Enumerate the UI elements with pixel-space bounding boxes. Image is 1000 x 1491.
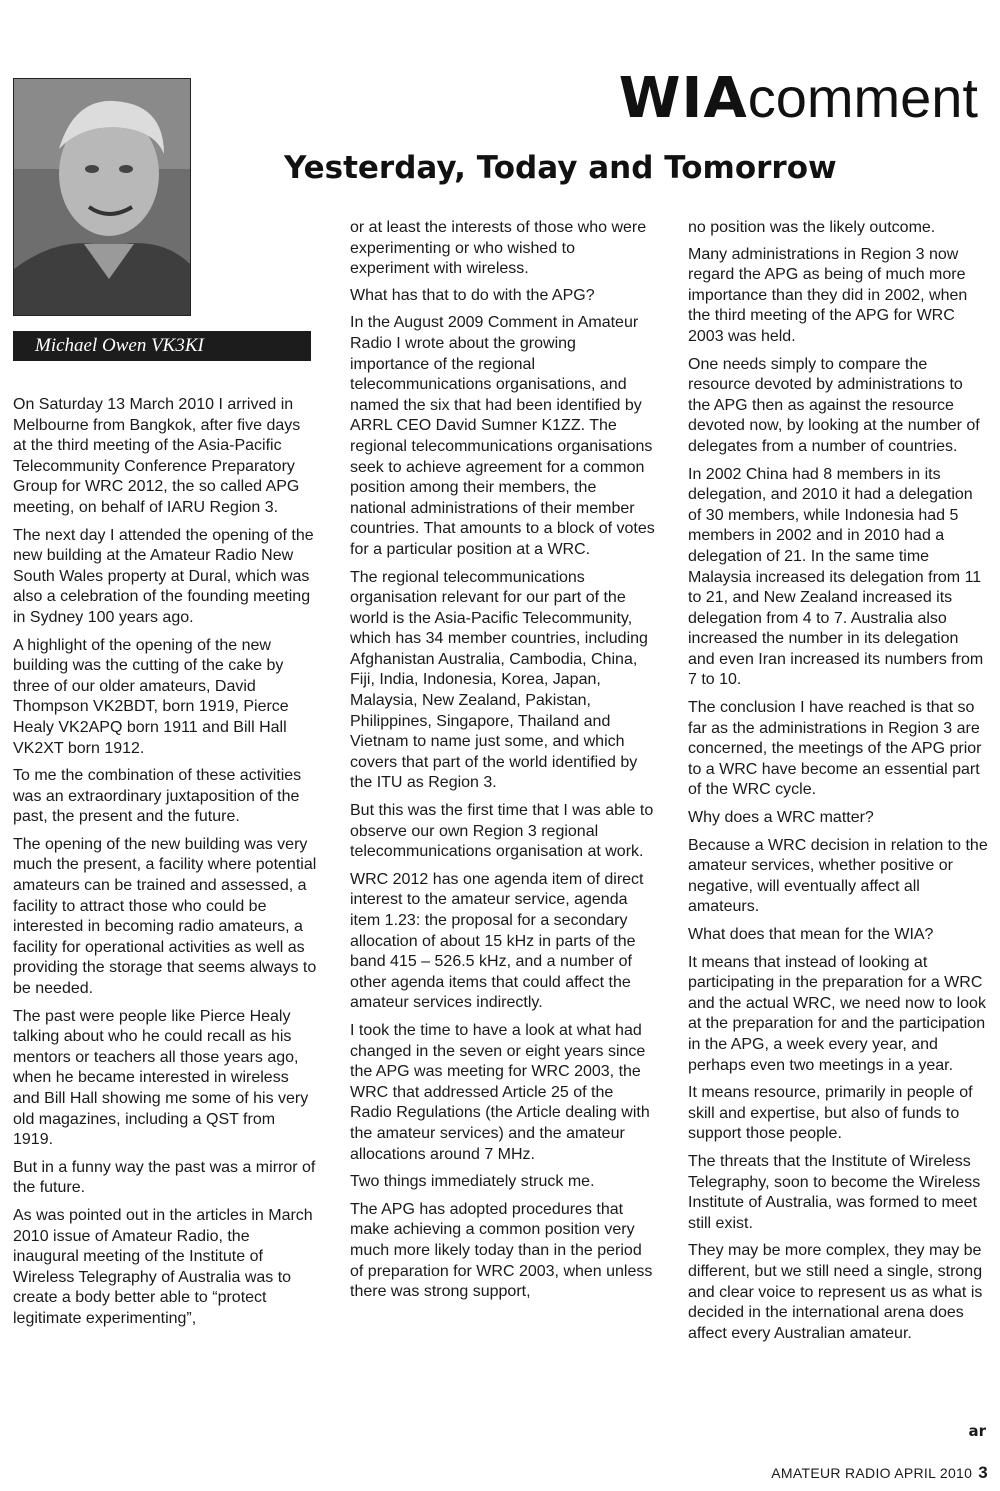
paragraph: One needs simply to compare the resource devoted by administrations to the APG then as against the resource devoted now, by looking at the number of delegates from a number of countries. xyxy=(688,355,980,455)
paragraph: In 2002 China had 8 members in its delegation, and 2010 it had a delegation of 30 members, while Indonesia had 5 members in 2002 and in 2010 had a delegation of 21. In the same time Malaysia increased its delegation from 11 to 21, and New Zealand increased its delegation from 4 to 7. Australia also increased the number in its delegation and even Iran increased its numbers from 7 to 10. xyxy=(688,465,984,689)
paragraph: The conclusion I have reached is that so far as the administrations in Region 3 are concerned, the meetings of the APG prior to a WRC have become an essential part of the WRC cycle. xyxy=(688,699,982,799)
paragraph: I took the time to have a look at what had changed in the seven or eight years since the APG was meeting for WRC 2003, the WRC that addressed Article 25 of the Radio Regulations (the Article dealing with the amateur services) and the amateur allocations around 7 MHz. xyxy=(350,1021,650,1163)
portrait-image xyxy=(14,79,190,315)
paragraph: The opening of the new building was very much the present, a facility where potential amateurs can be trained and assessed, a facility to attract those who could be interested in becoming radio amateurs, a facility for operational activities as well as providing the storage that seems always to be needed. xyxy=(13,835,317,998)
paragraph: The past were people like Pierce Healy talking about who he could recall as his mentors or teachers all those years ago, when he became interested in wireless and Bill Hall showing me some of his very old magazines, including a QST from 1919. xyxy=(13,1007,309,1149)
paragraph: What has that to do with the APG? xyxy=(350,286,595,304)
paragraph: Two things immediately struck me. xyxy=(350,1173,595,1191)
article-column-3 xyxy=(688,218,988,1351)
article-column-2 xyxy=(350,218,656,1310)
paragraph: In the August 2009 Comment in Amateur Radio I wrote about the growing importance of the regional telecommunications organisations, and named the six that had been identified by ARRL CEO David Sumner K1ZZ. The regional telecommunications organisations seek to achieve agreement for a common position among their members, the national administrations of their member countries. That amounts to a block of votes for a particular position at a WRC. xyxy=(350,314,655,558)
section-brand xyxy=(619,68,978,129)
brand-light: comment xyxy=(747,66,978,129)
paragraph: It means that instead of looking at participating in the preparation for a WRC and the actual WRC, we need now to look at the preparation for and the participation in the APG, a week every year, and perhaps even two meetings in a year. xyxy=(688,953,986,1074)
paragraph: They may be more complex, they may be different, but we still need a single, strong and clear voice to represent us as what is decided in the international arena does affect every Australian amateur. xyxy=(688,1242,983,1342)
paragraph: Why does a WRC matter? xyxy=(688,809,874,827)
paragraph: But in a funny way the past was a mirror of the future. xyxy=(13,1158,316,1197)
article-headline: Yesterday, Today and Tomorrow xyxy=(284,150,837,186)
paragraph: no position was the likely outcome. xyxy=(688,219,936,236)
author-photo xyxy=(13,78,191,316)
paragraph: The APG has adopted procedures that make achieving a common position very much more likely today than in the period of preparation for WRC 2003, when unless there was strong support, xyxy=(350,1200,653,1301)
paragraph: Because a WRC decision in relation to the amateur services, whether positive or negative, will eventually affect all amateurs. xyxy=(688,836,988,916)
article-end-mark: ar xyxy=(968,1422,986,1440)
article-column-1 xyxy=(13,395,318,1337)
paragraph: A highlight of the opening of the new building was the cutting of the cake by three of our older amateurs, David Thompson VK2BDT, born 1919, Pierce Healy VK2APQ born 1911 and Bill Hall VK2XT born 1912. xyxy=(13,636,289,757)
paragraph: The regional telecommunications organisation relevant for our part of the world is the Asia-Pacific Telecommunity, which has 34 member countries, including Afghanistan Australia, Cambodia, China, Fiji, India, Indonesia, Korea, Japan, Malaysia, New Zealand, Pakistan, Philippines, Singapore, Thailand and Vietnam to name just some, and which covers that part of the world identified by the ITU as Region 3. xyxy=(350,568,648,792)
paragraph: As was pointed out in the articles in March 2010 issue of Amateur Radio, the inaugural meeting of the Institute of Wireless Telegraphy of Australia was to create a body better able to “protect legitimate experimenting”, xyxy=(13,1206,313,1327)
paragraph: On Saturday 13 March 2010 I arrived in Melbourne from Bangkok, after five days at the third meeting of the Asia-Pacific Telecommunity Conference Preparatory Group for WRC 2012, the so called APG meeting, on behalf of IARU Region 3. xyxy=(13,396,301,516)
paragraph: Many administrations in Region 3 now regard the APG as being of much more importance than they did in 2002, when the third meeting of the APG for WRC 2003 was held. xyxy=(688,245,968,345)
paragraph: or at least the interests of those who were experimenting or who wished to experiment with wireless. xyxy=(350,219,647,278)
paragraph: To me the combination of these activities was an extraordinary juxtaposition of the past, the present and the future. xyxy=(13,767,302,826)
footer-publication: AMATEUR RADIO APRIL 2010 xyxy=(771,1465,973,1481)
paragraph: What does that mean for the WIA? xyxy=(688,926,934,943)
page-footer xyxy=(771,1463,988,1483)
paragraph: The next day I attended the opening of the new building at the Amateur Radio New South Wales property at Dural, which was also a celebration of the founding meeting in Sydney 100 years ago. xyxy=(13,526,314,626)
paragraph: But this was the first time that I was able to observe our own Region 3 regional telecommunications organisation at work. xyxy=(350,802,654,861)
author-caption: Michael Owen VK3KI xyxy=(13,331,311,361)
page-number: 3 xyxy=(978,1463,988,1482)
paragraph: The threats that the Institute of Wireless Telegraphy, soon to become the Wireless Institute of Australia, was formed to meet still exist. xyxy=(688,1152,981,1232)
brand-bold: WIA xyxy=(618,66,748,131)
paragraph: It means resource, primarily in people of skill and expertise, but also of funds to support those people. xyxy=(688,1084,973,1143)
paragraph: WRC 2012 has one agenda item of direct interest to the amateur service, agenda item 1.23: the proposal for a secondary allocation of about 15 kHz in parts of the band 415 – 526.5 kHz, and a number of other agenda items that could affect the amateur services indirectly. xyxy=(350,870,644,1012)
